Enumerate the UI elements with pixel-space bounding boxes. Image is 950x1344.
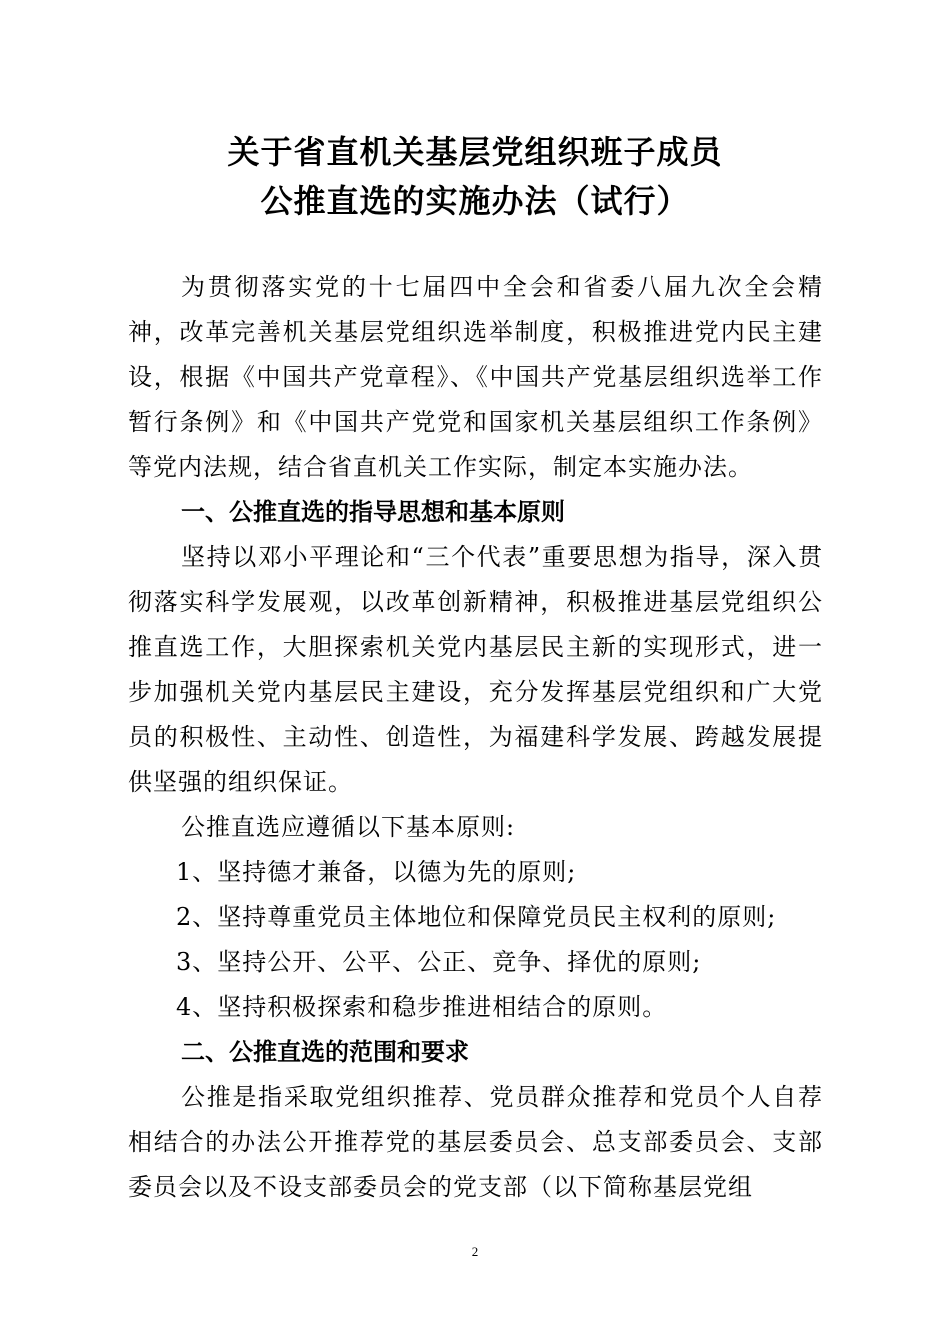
section-2-paragraph: 公推是指采取党组织推荐、党员群众推荐和党员个人自荐相结合的办法公开推荐党的基层委员会、总支部委员会、支部委员会以及不设支部委员会的党支部（以下简称基层党组: [128, 1083, 823, 1201]
principle-item-3: 3、坚持公开、公平、公正、竞争、择优的原则;: [176, 948, 702, 976]
page-number: 2: [471, 1244, 479, 1259]
document-title: [0, 128, 950, 226]
section-2-heading: 二、公推直选的范围和要求: [181, 1038, 469, 1066]
title-line-1: 关于省直机关基层党组织班子成员: [227, 133, 723, 171]
document-body: [128, 265, 823, 1210]
principle-item-4: 4、坚持积极探索和稳步推进相结合的原则。: [176, 993, 668, 1021]
principle-item-2: 2、坚持尊重党员主体地位和保障党员民主权利的原则;: [176, 903, 777, 931]
intro-paragraph: 为贯彻落实党的十七届四中全会和省委八届九次全会精神，改革完善机关基层党组织选举制度，积极推进党内民主建设，根据《中国共产党章程》、《中国共产党基层组织选举工作暂行条例》和《中国共产党党和国家机关基层组织工作条例》等党内法规，结合省直机关工作实际，制定本实施办法。: [128, 273, 823, 481]
section-1-paragraph: 坚持以邓小平理论和“三个代表”重要思想为指导，深入贯彻落实科学发展观，以改革创新精神，积极推进基层党组织公推直选工作，大胆探索机关党内基层民主新的实现形式，进一步加强机关党内基层民主建设，充分发挥基层党组织和广大党员的积极性、主动性、创造性，为福建科学发展、跨越发展提供坚强的组织保证。: [128, 543, 823, 796]
principle-item-1: 1、坚持德才兼备，以德为先的原则;: [176, 858, 577, 886]
title-line-2: 公推直选的实施办法（试行）: [260, 182, 690, 220]
section-1-heading: 一、公推直选的指导思想和基本原则: [181, 498, 565, 526]
principles-intro: 公推直选应遵循以下基本原则:: [181, 813, 516, 841]
